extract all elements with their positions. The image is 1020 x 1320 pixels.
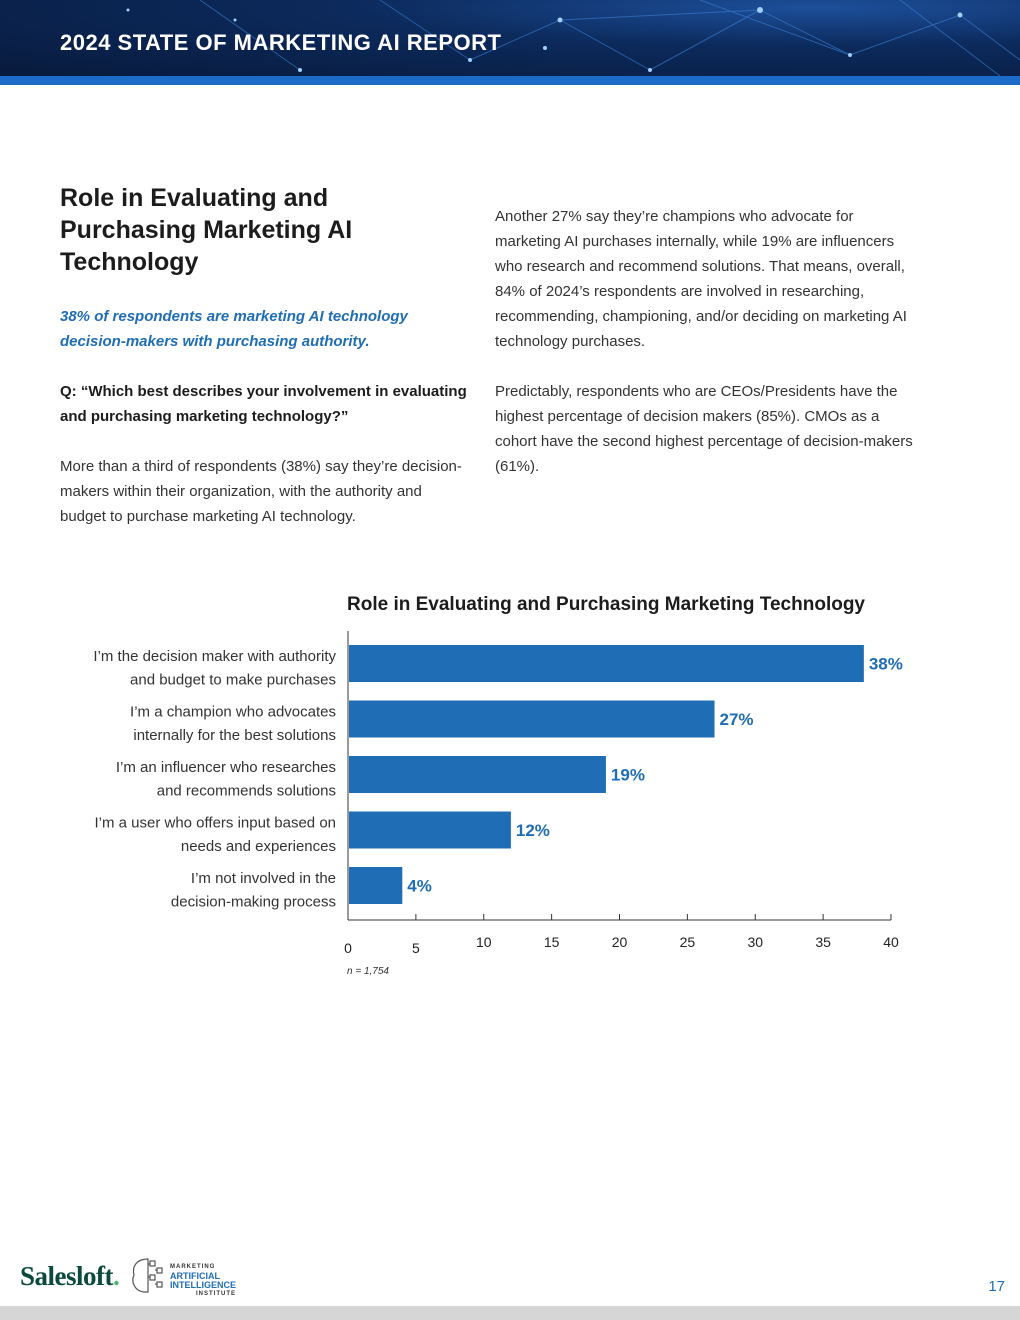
- bar-value-label: 27%: [719, 710, 754, 729]
- category-label-line: I’m an influencer who researches: [115, 759, 336, 776]
- x-tick-label: 15: [543, 934, 560, 950]
- header-banner: [0, 0, 1020, 76]
- left-paragraph: More than a third of respondents (38%) say they’re decision-makers within their organization, with the authority and budget to purchase marketing AI technology.: [60, 458, 462, 525]
- left-column: [60, 182, 470, 529]
- category-label-line: and budget to make purchases: [130, 671, 336, 689]
- maii-logo-text: [170, 1263, 236, 1299]
- bar: [349, 645, 864, 682]
- category-label-line: I’m a champion who advocates: [130, 703, 336, 721]
- category-label-line: decision-making process: [170, 893, 336, 911]
- category-label-line: internally for the best solutions: [133, 727, 336, 744]
- bar: [349, 867, 402, 904]
- chart-title: Role in Evaluating and Purchasing Marketing Technology: [347, 594, 866, 615]
- x-tick-label: 40: [883, 934, 899, 950]
- bar: [349, 756, 606, 793]
- x-tick-label: 30: [747, 934, 764, 950]
- maii-logo-intelligence: INTELLIGENCE: [170, 1280, 237, 1290]
- maii-logo-marketing: MARKETING: [170, 1264, 216, 1270]
- report-title: 2024 STATE OF MARKETING AI REPORT: [60, 30, 502, 55]
- category-label: [116, 759, 336, 800]
- category-label-line: I’m a user who offers input based on: [94, 814, 336, 832]
- footer-bar: [0, 1306, 1020, 1320]
- sample-size-note: n = 1,754: [347, 966, 389, 977]
- page-number: 17: [988, 1278, 1005, 1295]
- x-tick-label: 0: [344, 940, 352, 956]
- category-label: [171, 870, 336, 911]
- x-tick-label: 10: [475, 934, 492, 950]
- salesloft-logo-dot: .: [113, 1261, 120, 1291]
- bar-chart: [0, 620, 1020, 960]
- category-label-line: I’m not involved in the: [190, 870, 336, 887]
- category-label: [94, 815, 336, 856]
- salesloft-logo: [20, 1261, 119, 1292]
- salesloft-logo-text: Salesloft: [20, 1261, 113, 1291]
- x-tick-label: 5: [411, 940, 420, 956]
- bar: [349, 812, 511, 849]
- category-label-line: and recommends solutions: [156, 782, 336, 800]
- header-stripe: [0, 76, 1020, 85]
- category-label: [130, 704, 336, 745]
- category-label-line: needs and experiences: [180, 838, 336, 855]
- bar-value-label: 38%: [868, 654, 903, 674]
- x-tick-label: 35: [815, 934, 831, 950]
- key-finding: 38% of respondents are marketing AI technology decision-makers with purchasing authority.: [60, 308, 408, 350]
- bar-value-label: 4%: [407, 876, 432, 896]
- right-paragraph-2: Predictably, respondents who are CEOs/Presidents have the highest percentage of decision makers (85%). CMOs as a cohort have the second highest percentage of decision-makers (61%).: [495, 383, 913, 475]
- brain-circuit-icon: [128, 1257, 168, 1295]
- section-title: Role in Evaluating and Purchasing Marketing AI Technology: [60, 184, 353, 276]
- survey-question: Q: “Which best describes your involvement in evaluating and purchasing marketing technology?”: [60, 383, 467, 425]
- x-tick-label: 20: [611, 934, 628, 950]
- x-tick-label: 25: [679, 934, 696, 950]
- bar-value-label: 19%: [610, 765, 645, 785]
- right-column: [495, 204, 915, 479]
- category-label: [93, 648, 336, 689]
- maii-logo-artificial: ARTIFICIAL: [170, 1271, 220, 1281]
- bar: [349, 701, 715, 738]
- bar-value-label: 12%: [515, 821, 550, 840]
- category-label-line: I’m the decision maker with authority: [93, 648, 336, 665]
- right-paragraph-1: Another 27% say they’re champions who advocate for marketing AI purchases internally, while 19% are influencers who research and recommend solutions. That means, overall, 84% of 2024’s respondents are involved in researching, recommending, championing, and/or deciding on marketing AI technology purchases.: [495, 208, 907, 350]
- maii-logo-institute: INSTITUTE: [196, 1291, 237, 1297]
